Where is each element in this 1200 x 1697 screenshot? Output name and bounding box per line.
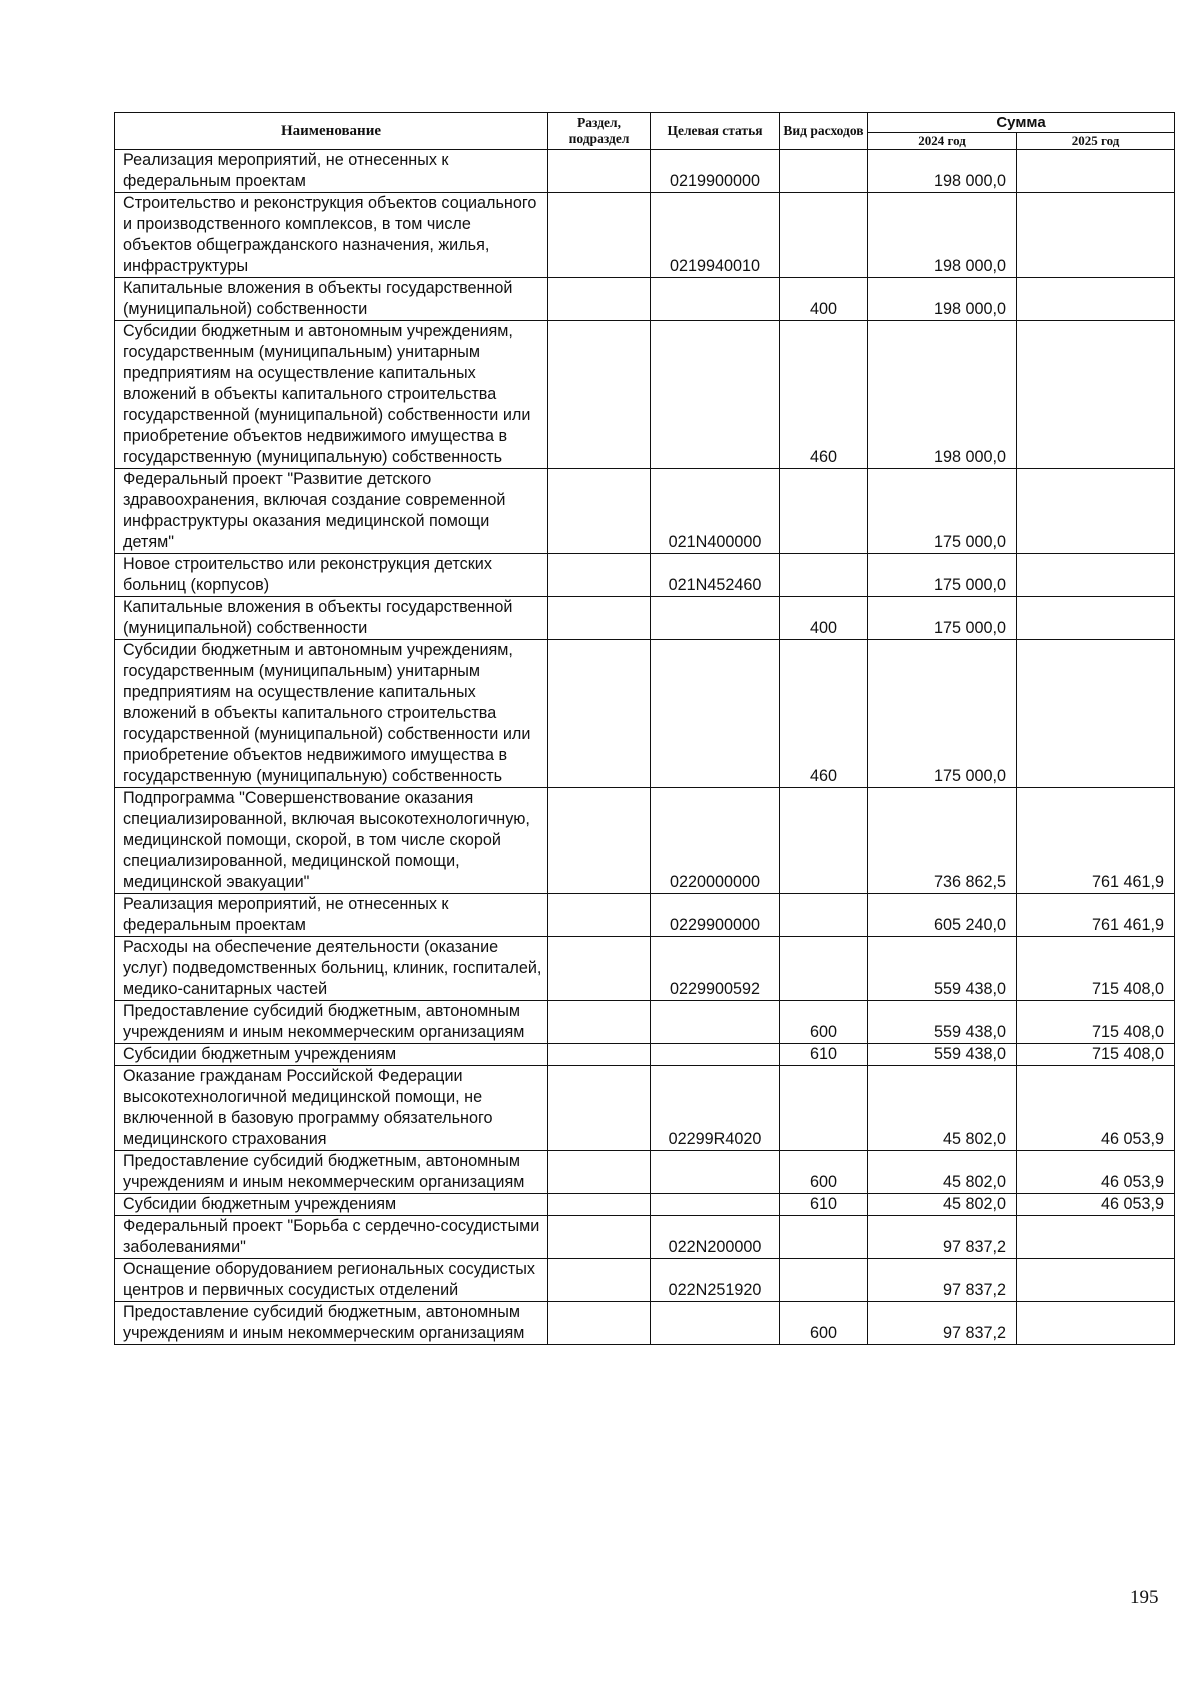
row-2024-cell: 175 000,0 (868, 468, 1017, 553)
row-kind-cell: 610 (780, 1193, 868, 1215)
row-name-cell: Федеральный проект "Развитие детского здравоохранения, включая создание современной инфраструктуры оказания медицинской помощи детям" (115, 468, 548, 553)
table-header (115, 113, 1175, 150)
row-2024-cell: 97 837,2 (868, 1215, 1017, 1258)
row-section-cell (548, 1065, 651, 1150)
table-row (115, 468, 1175, 553)
row-name-cell: Федеральный проект "Борьба с сердечно-сосудистыми заболеваниями" (115, 1215, 548, 1258)
row-2025-cell (1017, 553, 1175, 596)
row-2025-cell (1017, 639, 1175, 787)
row-kind-cell (780, 149, 868, 192)
row-section-cell (548, 149, 651, 192)
row-2025-cell: 761 461,9 (1017, 893, 1175, 936)
row-2025-cell (1017, 277, 1175, 320)
row-kind-cell: 610 (780, 1043, 868, 1065)
row-section-cell (548, 1043, 651, 1065)
row-section-cell (548, 1215, 651, 1258)
row-name-cell: Субсидии бюджетным и автономным учреждениям, государственным (муниципальным) унитарным предприятиям на осуществление капитальных вложений в объекты капитального строительства государственной (муниципальной) собственности или приобретение объектов недвижимого имущества в государственную (муниципальную) собственность (115, 320, 548, 468)
row-kind-cell (780, 1258, 868, 1301)
header-kind: Вид расходов (780, 113, 868, 150)
row-kind-cell (780, 192, 868, 277)
row-target-cell: 02299R4020 (651, 1065, 780, 1150)
row-2025-cell (1017, 596, 1175, 639)
header-sum: Сумма (868, 113, 1175, 133)
row-target-cell (651, 1000, 780, 1043)
row-target-cell (651, 1043, 780, 1065)
row-name-cell: Реализация мероприятий, не отнесенных к федеральным проектам (115, 149, 548, 192)
row-name-cell: Субсидии бюджетным и автономным учреждениям, государственным (муниципальным) унитарным предприятиям на осуществление капитальных вложений в объекты капитального строительства государственной (муниципальной) собственности или приобретение объектов недвижимого имущества в государственную (муниципальную) собственность (115, 639, 548, 787)
row-2025-cell (1017, 1215, 1175, 1258)
row-section-cell (548, 1000, 651, 1043)
row-kind-cell: 400 (780, 596, 868, 639)
row-2024-cell: 175 000,0 (868, 596, 1017, 639)
row-section-cell (548, 1150, 651, 1193)
row-section-cell (548, 893, 651, 936)
row-2024-cell: 45 802,0 (868, 1065, 1017, 1150)
table-row (115, 553, 1175, 596)
row-kind-cell: 460 (780, 639, 868, 787)
row-2025-cell (1017, 192, 1175, 277)
row-name-cell: Предоставление субсидий бюджетным, автономным учреждениям и иным некоммерческим организациям (115, 1301, 548, 1344)
table-row (115, 787, 1175, 893)
row-kind-cell (780, 1065, 868, 1150)
row-name-cell: Подпрограмма "Совершенствование оказания специализированной, включая высокотехнологичную, медицинской помощи, скорой, в том числе скорой специализированной, медицинской помощи, медицинской эвакуации" (115, 787, 548, 893)
row-target-cell (651, 1150, 780, 1193)
row-2024-cell: 45 802,0 (868, 1150, 1017, 1193)
row-2024-cell: 175 000,0 (868, 639, 1017, 787)
row-2024-cell: 175 000,0 (868, 553, 1017, 596)
row-name-cell: Оснащение оборудованием региональных сосудистых центров и первичных сосудистых отделений (115, 1258, 548, 1301)
row-kind-cell (780, 893, 868, 936)
row-kind-cell: 460 (780, 320, 868, 468)
row-section-cell (548, 320, 651, 468)
row-kind-cell: 400 (780, 277, 868, 320)
row-name-cell: Капитальные вложения в объекты государственной (муниципальной) собственности (115, 277, 548, 320)
table-row (115, 277, 1175, 320)
row-kind-cell (780, 787, 868, 893)
row-2024-cell: 736 862,5 (868, 787, 1017, 893)
row-section-cell (548, 639, 651, 787)
row-target-cell: 0219900000 (651, 149, 780, 192)
row-target-cell: 0229900592 (651, 936, 780, 1000)
row-2025-cell (1017, 149, 1175, 192)
row-name-cell: Новое строительство или реконструкция детских больниц (корпусов) (115, 553, 548, 596)
row-section-cell (548, 1193, 651, 1215)
row-kind-cell (780, 936, 868, 1000)
row-target-cell (651, 596, 780, 639)
table-row (115, 1043, 1175, 1065)
row-target-cell: 022N200000 (651, 1215, 780, 1258)
table-row (115, 1215, 1175, 1258)
row-2024-cell: 198 000,0 (868, 192, 1017, 277)
row-2024-cell: 198 000,0 (868, 320, 1017, 468)
row-kind-cell (780, 1215, 868, 1258)
row-target-cell: 021N452460 (651, 553, 780, 596)
row-target-cell: 0219940010 (651, 192, 780, 277)
table-row (115, 1065, 1175, 1150)
row-section-cell (548, 596, 651, 639)
row-2025-cell: 46 053,9 (1017, 1193, 1175, 1215)
row-name-cell: Реализация мероприятий, не отнесенных к федеральным проектам (115, 893, 548, 936)
row-name-cell: Субсидии бюджетным учреждениям (115, 1043, 548, 1065)
table-row (115, 936, 1175, 1000)
row-2025-cell (1017, 320, 1175, 468)
row-target-cell (651, 277, 780, 320)
row-2025-cell (1017, 468, 1175, 553)
row-2024-cell: 97 837,2 (868, 1258, 1017, 1301)
row-2025-cell: 46 053,9 (1017, 1150, 1175, 1193)
row-section-cell (548, 468, 651, 553)
table-row (115, 1000, 1175, 1043)
row-2024-cell: 605 240,0 (868, 893, 1017, 936)
row-name-cell: Оказание гражданам Российской Федерации высокотехнологичной медицинской помощи, не включенной в базовую программу обязательного медицинского страхования (115, 1065, 548, 1150)
header-section: Раздел, подраздел (548, 113, 651, 150)
table-row (115, 596, 1175, 639)
row-target-cell: 0229900000 (651, 893, 780, 936)
row-kind-cell: 600 (780, 1000, 868, 1043)
row-target-cell: 022N251920 (651, 1258, 780, 1301)
row-section-cell (548, 277, 651, 320)
row-2024-cell: 559 438,0 (868, 1000, 1017, 1043)
row-section-cell (548, 192, 651, 277)
row-2025-cell (1017, 1301, 1175, 1344)
table-row (115, 192, 1175, 277)
row-2024-cell: 45 802,0 (868, 1193, 1017, 1215)
row-2024-cell: 559 438,0 (868, 936, 1017, 1000)
row-name-cell: Расходы на обеспечение деятельности (оказание услуг) подведомственных больниц, клиник, госпиталей, медико-санитарных частей (115, 936, 548, 1000)
header-target: Целевая статья (651, 113, 780, 150)
table-row (115, 320, 1175, 468)
row-section-cell (548, 1301, 651, 1344)
row-kind-cell (780, 553, 868, 596)
row-kind-cell: 600 (780, 1301, 868, 1344)
row-name-cell: Капитальные вложения в объекты государственной (муниципальной) собственности (115, 596, 548, 639)
row-2024-cell: 198 000,0 (868, 149, 1017, 192)
row-target-cell (651, 1193, 780, 1215)
row-name-cell: Строительство и реконструкция объектов социального и производственного комплексов, в том числе объектов общегражданского назначения, жилья, инфраструктуры (115, 192, 548, 277)
header-year-2025: 2025 год (1017, 133, 1175, 150)
row-section-cell (548, 553, 651, 596)
header-year-2024: 2024 год (868, 133, 1017, 150)
row-name-cell: Предоставление субсидий бюджетным, автономным учреждениям и иным некоммерческим организациям (115, 1150, 548, 1193)
table-row (115, 1150, 1175, 1193)
row-2025-cell: 715 408,0 (1017, 1000, 1175, 1043)
row-2024-cell: 198 000,0 (868, 277, 1017, 320)
table-row (115, 149, 1175, 192)
row-target-cell (651, 320, 780, 468)
row-target-cell: 021N400000 (651, 468, 780, 553)
page-number: 195 (1130, 1587, 1159, 1608)
row-name-cell: Предоставление субсидий бюджетным, автономным учреждениям и иным некоммерческим организациям (115, 1000, 548, 1043)
table-row (115, 1301, 1175, 1344)
row-2025-cell: 715 408,0 (1017, 936, 1175, 1000)
row-name-cell: Субсидии бюджетным учреждениям (115, 1193, 548, 1215)
row-2025-cell: 46 053,9 (1017, 1065, 1175, 1150)
row-kind-cell: 600 (780, 1150, 868, 1193)
row-2024-cell: 97 837,2 (868, 1301, 1017, 1344)
row-2024-cell: 559 438,0 (868, 1043, 1017, 1065)
row-target-cell (651, 1301, 780, 1344)
row-2025-cell: 761 461,9 (1017, 787, 1175, 893)
table-row (115, 1193, 1175, 1215)
row-target-cell (651, 639, 780, 787)
table-row (115, 639, 1175, 787)
row-kind-cell (780, 468, 868, 553)
table-body (115, 149, 1175, 1344)
row-2025-cell (1017, 1258, 1175, 1301)
row-section-cell (548, 787, 651, 893)
budget-table (114, 112, 1175, 1345)
table-row (115, 893, 1175, 936)
row-target-cell: 0220000000 (651, 787, 780, 893)
table-row (115, 1258, 1175, 1301)
row-2025-cell: 715 408,0 (1017, 1043, 1175, 1065)
header-name: Наименование (115, 113, 548, 150)
row-section-cell (548, 1258, 651, 1301)
row-section-cell (548, 936, 651, 1000)
